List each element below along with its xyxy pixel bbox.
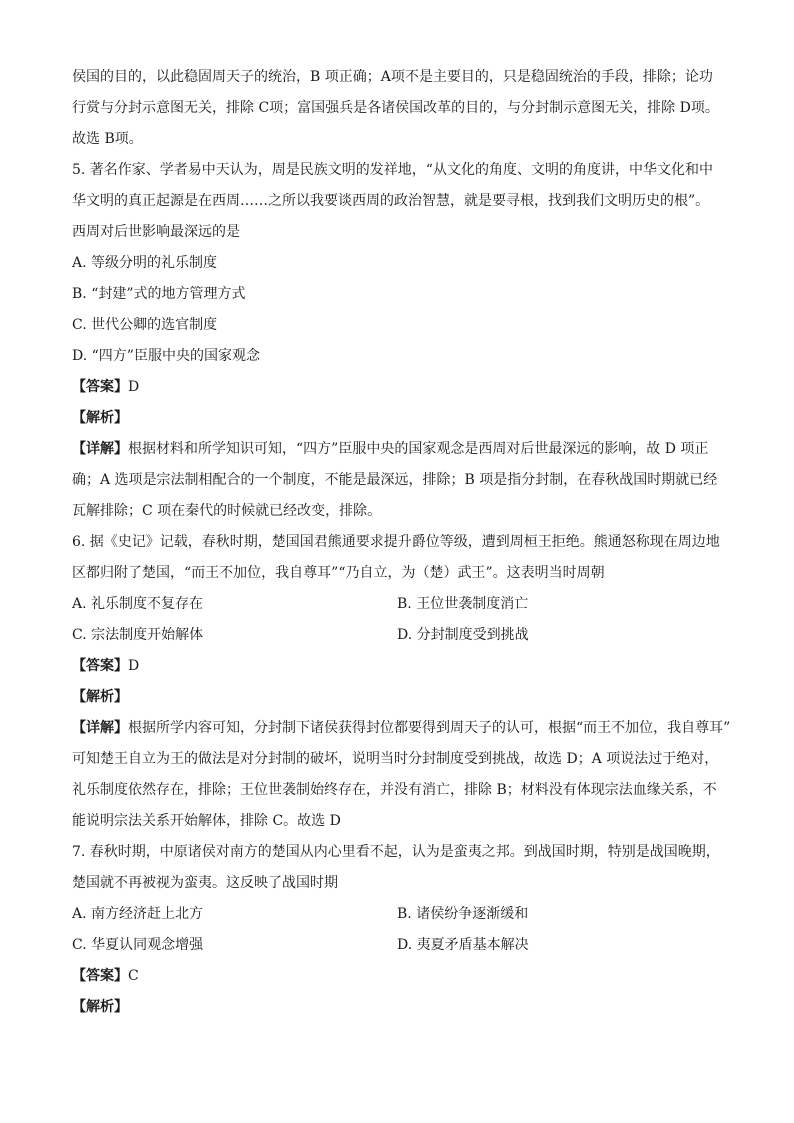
option-d: D. 分封制度受到挑战 [397,627,529,643]
answer-line [72,372,732,403]
detail-line [72,713,732,744]
analysis-tag: 【解析】 [72,410,128,426]
answer-tag: 【答案】 [72,968,128,984]
analysis-line [72,992,732,1023]
question-stem: 7. 春秋时期，中原诸侯对南方的楚国从内心里看不起，认为是蛮夷之邦。到战国时期，特别是战国晚期， [72,844,720,860]
question-stem: 5. 著名作家、学者易中天认为，周是民族文明的发祥地，“从文化的角度、文明的角度讲，中华文化和中 [72,162,713,178]
answer-tag: 【答案】 [72,379,128,395]
detail-text: 能说明宗法关系开始解体，排除 C。故选 D [72,813,341,829]
options-row [72,620,732,651]
option-c: C. 宗法制度开始解体 [72,627,204,643]
analysis-tag: 【解析】 [72,999,128,1015]
detail-line [72,434,732,465]
text-line: 侯国的目的，以此稳固周天子的统治，B 项正确；A项不是主要目的，只是稳固统治的手段，排除；论功 [72,69,713,85]
question-6 [72,527,732,837]
document-page [72,62,732,1023]
answer-value: C [128,968,139,984]
option-c: C. 华夏认同观念增强 [72,937,204,953]
detail-tag: 【详解】 [72,720,128,736]
text-line: 行赏与分封示意图无关，排除 C项；富国强兵是各诸侯国改革的目的，与分封制示意图无关，排除 D项。 [72,100,719,116]
detail-text: 瓦解排除；C 项在秦代的时候就已经改变，排除。 [72,503,382,519]
detail-text: 可知楚王自立为王的做法是对分封制的破坏，说明当时分封制度受到挑战，故选 D；A 项说法过于绝对， [72,751,719,767]
text-line: 故选 B项。 [72,131,143,147]
option-b: B. 王位世袭制度消亡 [397,596,529,612]
option-c: C. 世代公卿的选官制度 [72,317,218,333]
options-row [72,930,732,961]
option-a: A. 礼乐制度不复存在 [72,596,204,612]
question-stem: 楚国就不再被视为蛮夷。这反映了战国时期 [72,875,338,891]
answer-tag: 【答案】 [72,658,128,674]
detail-text: 确；A 选项是宗法制相配合的一个制度，不能是最深远，排除；B 项是指分封制，在春秋战国时期就已经 [72,472,718,488]
question-stem: 西周对后世影响最深远的是 [72,224,240,240]
question-stem: 6. 据《史记》记载，春秋时期，楚国国君熊通要求提升爵位等级，遭到周桓王拒绝。熊通怒称现在周边地 [72,534,720,550]
option-a: A. 南方经济赶上北方 [72,906,204,922]
detail-text: 根据所学内容可知，分封制下诸侯获得封位都要得到周天子的认可，根据“而王不加位，我自尊耳” [128,720,731,736]
option-b: B. 诸侯纷争逐渐缓和 [397,906,529,922]
question-stem: 区都归附了楚国，“而王不加位，我自尊耳”“乃自立，为（楚）武王”。这表明当时周朝 [72,565,605,581]
answer-value: D [128,658,140,674]
analysis-line [72,403,732,434]
option-a: A. 等级分明的礼乐制度 [72,255,218,271]
option-b: B. “封建”式的地方管理方式 [72,286,246,302]
detail-tag: 【详解】 [72,441,128,457]
detail-text: 礼乐制度依然存在，排除；王位世袭制始终存在，并没有消亡，排除 B；材料没有体现宗法血缘关系，不 [72,782,717,798]
analysis-tag: 【解析】 [72,689,128,705]
options-row [72,589,732,620]
detail-text: 根据材料和所学知识可知，“四方”臣服中央的国家观念是西周对后世最深远的影响，故 D 项正 [128,441,709,457]
question-stem: 华文明的真正起源是在西周……之所以我要谈西周的政治智慧，就是要寻根，找到我们文明历史的根”。 [72,193,710,209]
answer-value: D [128,379,140,395]
options-row [72,899,732,930]
answer-line [72,961,732,992]
question-7 [72,837,732,1023]
answer-line [72,651,732,682]
question-5 [72,155,732,527]
analysis-line [72,682,732,713]
option-d: D. 夷夏矛盾基本解决 [397,937,529,953]
option-d: D. “四方”臣服中央的国家观念 [72,348,260,364]
